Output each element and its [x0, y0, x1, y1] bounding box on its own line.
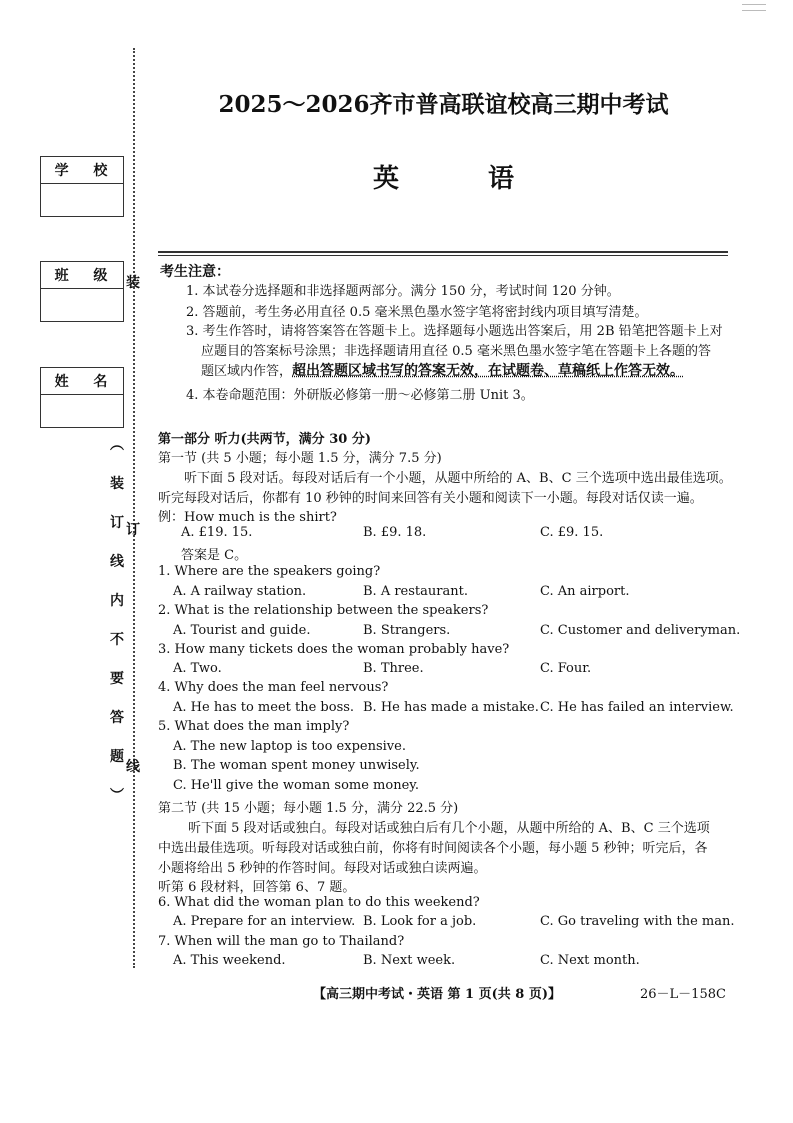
example-option: C. £9. 15.	[540, 525, 604, 540]
page-footer: 【高三期中考试・英语 第 1 页(共 8 页)】	[313, 987, 562, 1002]
option: B. Next week.	[363, 953, 456, 968]
example-question: 例：How much is the shirt?	[158, 510, 337, 525]
note-char: 线	[110, 554, 124, 570]
notice-item: 题区域内作答，	[201, 364, 293, 379]
option: A. He has to meet the boss.	[173, 700, 355, 715]
option: B. A restaurant.	[363, 584, 468, 599]
option: A. A railway station.	[173, 584, 307, 599]
note-char: 订	[110, 515, 124, 531]
section2-heading: 第二节 (共 15 小题；每小题 1.5 分，满分 22.5 分)	[158, 801, 459, 816]
note-char: 答	[110, 710, 124, 726]
note-char: 内	[110, 593, 124, 609]
note-char: 不	[110, 632, 124, 648]
notice-item: 1. 本试卷分选择题和非选择题两部分。满分 150 分，考试时间 120 分钟。	[186, 284, 620, 299]
binding-note	[110, 438, 124, 828]
option: B. Strangers.	[363, 623, 451, 638]
note-char: ︵	[110, 437, 124, 453]
class-box	[40, 261, 124, 322]
section1-instruction: 听下面 5 段对话。每段对话后有一个小题，从题中所给的 A、B、C 三个选项中选出最佳选项。	[184, 471, 732, 486]
paper-code: 26－L－158C	[640, 987, 726, 1002]
section2-instruction: 小题将给出 5 秒钟的作答时间。每段对话或独白读两遍。	[158, 861, 487, 876]
school-box	[40, 156, 124, 217]
note-char: 装	[110, 476, 124, 492]
option: C. He'll give the woman some money.	[173, 778, 420, 793]
notice-item: 2. 答题前，考生务必用直径 0.5 毫米黑色墨水签字笔将密封线内项目填写清楚。	[186, 305, 648, 320]
option: C. He has failed an interview.	[540, 700, 734, 715]
question: 4. Why does the man feel nervous?	[158, 680, 389, 695]
question: 2. What is the relationship between the speakers?	[158, 603, 489, 618]
class-field[interactable]	[41, 289, 123, 321]
school-field[interactable]	[41, 184, 123, 216]
question: 3. How many tickets does the woman probably have?	[158, 642, 510, 657]
name-box	[40, 367, 124, 428]
note-char: 题	[110, 749, 124, 765]
name-field[interactable]	[41, 395, 123, 427]
option: C. Go traveling with the man.	[540, 914, 735, 929]
name-label: 姓 名	[41, 368, 123, 395]
option: B. Look for a job.	[363, 914, 477, 929]
menu-icon	[742, 4, 766, 11]
section2-instruction: 中选出最佳选项。听每段对话或独白前，你将有时间阅读各个小题，每小题 5 秒钟；听完后，各	[158, 841, 708, 856]
option: A. This weekend.	[173, 953, 286, 968]
note-char: ︶	[110, 788, 124, 804]
option: C. Next month.	[540, 953, 640, 968]
binding-char-ding: 订	[126, 522, 140, 538]
question: 5. What does the man imply?	[158, 719, 350, 734]
example-option: B. £9. 18.	[363, 525, 427, 540]
option: C. An airport.	[540, 584, 630, 599]
material-note: 听第 6 段材料，回答第 6、7 题。	[158, 880, 356, 895]
question: 6. What did the woman plan to do this weekend?	[158, 895, 480, 910]
binding-char-zhuang: 装	[126, 275, 140, 291]
option: C. Four.	[540, 661, 592, 676]
exam-title: 2025～2026齐市普高联谊校高三期中考试	[218, 91, 669, 118]
section1-instruction: 听完每段对话后，你都有 10 秒钟的时间来回答有关小题和阅读下一小题。每段对话仅读一遍。	[158, 491, 703, 506]
option: C. Customer and deliveryman.	[540, 623, 741, 638]
school-label: 学 校	[41, 157, 123, 184]
notice-item: 3. 考生作答时，请将答案答在答题卡上。选择题每小题选出答案后，用 2B 铅笔把答题卡上对	[186, 324, 723, 339]
part-heading: 第一部分 听力(共两节，满分 30 分)	[158, 432, 371, 447]
example-answer: 答案是 C。	[181, 548, 248, 563]
option: A. Prepare for an interview.	[173, 914, 356, 929]
binding-char-xian: 线	[126, 759, 140, 775]
option: B. He has made a mistake.	[363, 700, 539, 715]
option: B. Three.	[363, 661, 424, 676]
section2-instruction: 听下面 5 段对话或独白。每段对话或独白后有几个小题，从题中所给的 A、B、C 三个选项	[188, 821, 710, 836]
notice-item-line	[201, 360, 684, 380]
class-label: 班 级	[41, 262, 123, 289]
notice-item: 4. 本卷命题范围：外研版必修第一册～必修第二册 Unit 3。	[186, 388, 534, 403]
header-rule	[158, 251, 728, 253]
option: A. Tourist and guide.	[173, 623, 311, 638]
question: 1. Where are the speakers going?	[158, 564, 381, 579]
notice-item: 应题目的答案标号涂黑；非选择题请用直径 0.5 毫米黑色墨水签字笔在答题卡上各题的答	[201, 344, 711, 359]
question: 7. When will the man go to Thailand?	[158, 934, 405, 949]
subject-title: 英 语	[372, 164, 555, 194]
notice-heading: 考生注意：	[160, 264, 230, 280]
notice-emphasis: 超出答题区域书写的答案无效，在试题卷、草稿纸上作答无效。	[292, 363, 685, 379]
binding-line	[133, 48, 135, 968]
option: A. Two.	[173, 661, 222, 676]
header-rule-thin	[158, 255, 728, 256]
option: B. The woman spent money unwisely.	[173, 758, 420, 773]
option: A. The new laptop is too expensive.	[173, 739, 406, 754]
section1-heading: 第一节 (共 5 小题；每小题 1.5 分，满分 7.5 分)	[158, 451, 442, 466]
note-char: 要	[110, 671, 124, 687]
example-option: A. £19. 15.	[181, 525, 253, 540]
